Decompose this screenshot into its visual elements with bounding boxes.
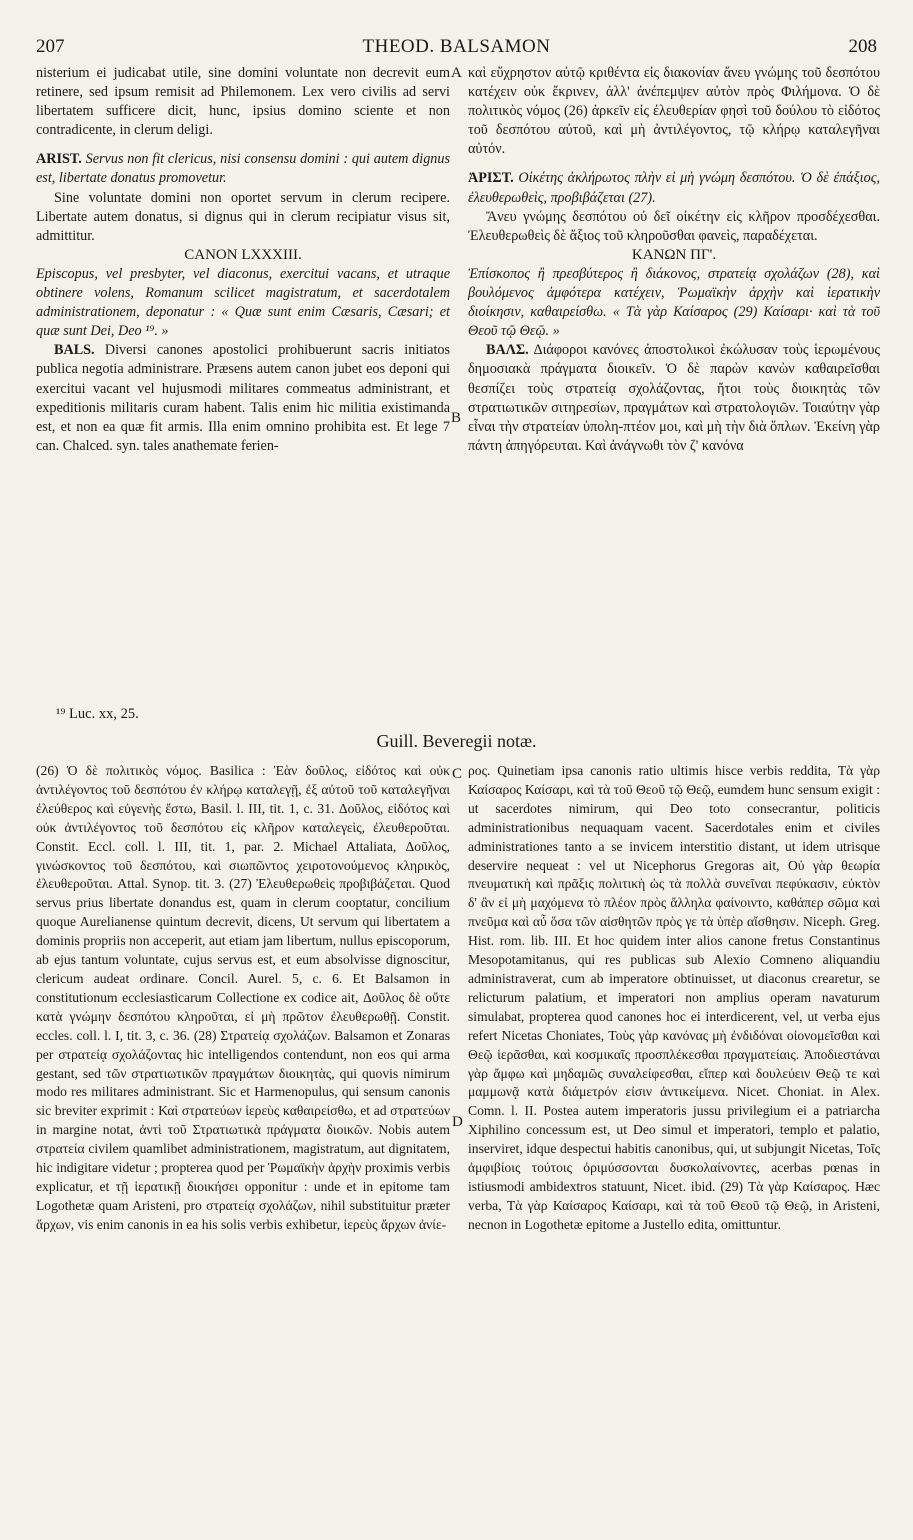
footnote: ¹⁹ Luc. xx, 25. [56, 706, 139, 722]
latin-canon-text: Episcopus, vel presbyter, vel diaconus, exercitui vacans, et utraque obtinere volens, Romanum scilicet magistratum, et sacerdotalem administrationem, deponatur : « Quæ sunt enim Cæsaris, Cæsari; et quæ sunt Dei, Deo ¹⁹. » [36, 265, 450, 340]
greek-paragraph-2: Ἄνευ γνώμης δεσπότου οὐ δεῖ οἰκέτην εἰς κλῆρον προσδέχεσθαι. Ἐλευθερωθεὶς δὲ ἄξιος τοῦ κληροῦσθαι φανεὶς, παραδέχεται. [468, 208, 880, 244]
page-number-right: 208 [848, 36, 877, 57]
page-number-left: 207 [36, 36, 65, 57]
notes-left-column: (26) Ὁ δὲ πολιτικὸς νόμος. Basilica : Ἐὰν δοῦλος, εἰδότος καὶ οὐκ ἀντιλέγοντος τοῦ δεσπότου ἐν κλήρῳ καταλεγῇ, ἐξ αὐτοῦ τοῦ καταλεγῆναι ἐλεύθερος καὶ εὐγενὴς ἔστω, Basil. l. III, tit. 1, c. 31. Δοῦλος, εἰδότος καὶ οὐκ ἀντιλέγοντος τοῦ δεσπότου εἰς κλῆρον καταλεγεὶς, ἐλευθεροῦται. Constit. Eccl. coll. l. III, tit. 1, par. 2. Michael Attaliata, Δοῦλος, γινώσκοντος τοῦ δεσπότου, καὶ σιωπῶντος χειροτονούμενος κληρικὸς, ἐλευθεροῦται. Attal. Synop. tit. 3. (27) Ἐλευθερωθεὶς προβιβάζεται. Quod servus prius libertate donandus est, quam in clerum cooptatur, concilium quoque Aurelianense quintum decrevit, dicens, Ut servum qui libertatem a dominis propriis non acceperit, aut etiam jam libertum, nullus episcoporum, ab ejus tantum voluntate, cujus servus est, et eum absolvisse dignoscitur, clericum audeat ordinare. Concil. Aurel. 5, c. 6. Et Balsamon in constitutionum ecclesiasticarum Collectione ex codice ait, Δοῦλος δὲ οὔτε κατὰ γνώμην δεσπότου κληροῦται, εἰ μὴ πρῶτον ἐλευθερωθῇ. Constit. eccles. coll. l. I, tit. 3, c. 36. (28) Στρατείᾳ σχολάζων. Balsamon et Zonaras per στρατείᾳ σχολάζοντας hic intelligendos contendunt, non eos qui arma gestant, sed τῶν στρατιωτικῶν πραγμάτων διοικητὰς, qui quovis nimirum modo res militares administrant. Sic et Harmenopulus, qui sensum canonis sic breviter exprimit : Καὶ στρατεύων ἱερεὺς καθαιρείσθω, et ad στρατεύων in margine notat, ἀντὶ τοῦ Στρατιωτικὰ πράγματα διοικῶν. Nobis autem στρατεία civilem quamlibet administrationem, magistratum, aut dignitatem, hic indigitare videtur ; propterea quod per Ῥωμαϊκὴν ἀρχὴν proximis verbis explicatur, et τῇ ἱερατικῇ διοικήσει opponitur : unde et in epitome tam Logothetæ quam Aristeni, pro στρατείᾳ σχολάζων, nihil substituitur præter ἄρχων, vis enim canonis in ea his solis verbis exhibetur, ἱερεὺς ἄρχων ἀνίε- [36, 763, 450, 1232]
latin-balsamon-text: Diversi canones apostolici prohibuerunt sacris initiatos publica negotia administrare. Præsens autem canon jubet eos deponi qui exercitui vacant vel hujusmodi militares commeatus administrant, et expeditionis militaris curam habent. Talis enim hic militia existimanda est, et non ea quæ fit armis. Illa enim omnino prohibita est. Et lege 7 can. Chalced. syn. tales anathemate ferien- [36, 342, 450, 454]
notes-heading: Guill. Beveregii notæ. [376, 731, 537, 751]
margin-marker-a: A [451, 65, 462, 81]
margin-marker-c: C [452, 766, 463, 782]
latin-aristenus [36, 150, 450, 188]
greek-balsamon-text: Διάφοροι κανόνες ἀποστολικοὶ ἐκώλυσαν τοὺς ἱερωμένους δημοσιακὰ πράγματα διοικεῖν. Ὁ δὲ παρὼν κανὼν καθαιρεῖσθαι θεσπίζει τοὺς στρατείᾳ σχολάζοντας, ἤτοι τοὺς διοικητὰς τῶν στρατιωτικῶν σιτηρεσίων, πραγμάτων καὶ στρατολογιῶν. Τοιαύτην γὰρ εἶναι τὴν στρατείαν ὑπολη-πτέον μοι, καὶ μὴ τὴν διὰ ὅπλων. Ἐκείνη γὰρ πάντη ἀπηγόρευται. Καὶ ἀνάγνωθι τὸν ζ' κανόνα [468, 342, 880, 454]
margin-marker-b: B [451, 410, 462, 426]
greek-aristenus-head: ἈΡΙΣΤ. [468, 170, 514, 187]
latin-column [36, 64, 450, 456]
greek-aristenus-text: Οἰκέτης ἀκλήρωτος πλὴν εἰ μὴ γνώμη δεσπότου. Ὁ δὲ ἐπάξιος, ἐλευθερωθεὶς, προβιβάζεται (27). [468, 170, 881, 206]
latin-balsamon-head: BALS. [54, 342, 95, 359]
latin-canon-heading: CANON LXXXIII. [184, 246, 302, 263]
greek-canon-text: Ἐπίσκοπος ἢ πρεσβύτερος ἢ διάκονος, στρατείᾳ σχολάζων (28), καὶ βουλόμενος ἀμφότερα κατέχειν, Ῥωμαϊκὴν ἀρχὴν καὶ ἱερατικὴν διοίκησιν, καθαιρείσθω. « Τὰ γὰρ Καίσαρος (29) Καίσαρι· καὶ τὰ τοῦ Θεοῦ τῷ Θεῷ. » [468, 265, 880, 340]
greek-canon-heading: ΚΑΝΩΝ ΠΓ'. [631, 246, 717, 263]
notes-right-column: ρος. Quinetiam ipsa canonis ratio ultimis hisce verbis reddita, Τὰ γὰρ Καίσαρος Καίσαρι, καὶ τὰ τοῦ Θεοῦ τῷ Θεῷ, eumdem hunc sensum exigit : ut sacerdotes nimirum, qui Deo toto consecrantur, politicis administrationibus nequaquam vacent. Sacerdotales enim et civiles administrationes tanto a se invicem interstitio distant, ut idem utrisque deservire nequeat : vel ut Nicephorus Gregoras ait, Οὐ γὰρ θεωρία πνευματικὴ καὶ πρᾶξις πολιτικὴ ὡς τὰ πολλὰ συνεῖναι πεφύκασιν, εὐκτὸν δ' ἂν εἰ μὴ μαχόμενα τὸ πλέον πρὸς ἄλληλα φαίνοιντο, καθάπερ σῶμα καὶ πνεῦμα καὶ αὖ ὅσα τῶν αἰσθητῶν πρὸς γε τὰ ὑπὲρ αἴσθησιν. Niceph. Greg. Hist. rom. lib. III. Et hoc quidem inter alios canone fretus Constantinus Mesopotamitanus, qui res publicas sub Alexio Comneno aliquandiu administraverat, cum ab imperatore obtinuisset, ut diaconus crearetur, se relicturum palatium, et imperatori non amplius operam navaturum simulabat, propterea quod canones hoc ei interdicerent, vel, ut verba ejus refert Nicetas Choniates, Τοὺς γὰρ κανόνας μὴ ἐνδιδόναι οἰονομεῖσθαι καὶ Θεῷ ἱερᾶσθαι, καὶ κοσμικαῖς προσπλέκεσθαι πραγματείαις. Ἀποδιεστάναι γὰρ ἄμφω καὶ μηδαμῶς συναλείφεσθαι, εἴπερ καὶ δουλεύειν Θεῷ τε καὶ μαμμωνᾷ κατὰ διάμετρόν εἰσιν ἀντικείμενα. Nicet. Choniat. in Alex. Comn. l. II. Postea autem imperatoris jussu privilegium ei a patriarcha Xiphilino concessum est, ut Deo simul et imperatori, templo et palatio, inserviret, idque despectui habitis canonibus, qui, ut subjungit Nicetas, Τοῖς ἀμφιβίοις τούτοις ὀριμύσσονται δυσκολαίνοντες, acerbas pœnas in istiusmodi ambidextros statuunt, Nicet. ibid. (29) Τὰ γὰρ Καίσαρος. Hæc verba, Τὰ γὰρ Καίσαρος Καίσαρι, καὶ τὰ τοῦ Θεοῦ τῷ Θεῷ, in Aristeni, necnon in Logothetæ epitome a Justello edita, omittuntur. [468, 763, 880, 1232]
latin-paragraph-2: Sine voluntate domini non oportet servum in clerum recipere. Libertate autem donatus, si dignus qui in clerum recipiatur visus sit, admittitur. [36, 189, 450, 244]
greek-paragraph-1: καὶ εὔχρηστον αὐτῷ κριθέντα εἰς διακονίαν ἄνευ γνώμης τοῦ δεσπότου κατέχειν οὐκ ἔκρινεν, ἀλλ' ἀνέπεμψεν αὐτὸν πρὸς Φιλήμονα. Ὁ δὲ πολιτικὸς νόμος (26) ἀρκεῖν εἰς ἐλευθερίαν φησὶ τοῦ δούλου τὸ εἰδότος τοῦ δεσπότου αὐτοῦ, καὶ μὴ ἀντιλέγοντος, τῷ κλήρῳ καταλεγῆναι αὐτόν. [468, 65, 880, 158]
greek-aristenus [468, 169, 880, 207]
latin-paragraph-1: nisterium ei judicabat utile, sine domini voluntate non decrevit eum retinere, sed ipsum remisit ad Philemonem. Lex vero civilis ad servi libertatem sufficere dicit, hunc, ipsius domino sciente et non contradicente, in clerum deligi. [36, 65, 450, 139]
latin-aristenus-head: ARIST. [36, 151, 82, 168]
greek-column [468, 64, 880, 456]
greek-balsamon-head: ΒΑΛΣ. [486, 342, 529, 359]
running-title: THEOD. BALSAMON [362, 36, 551, 57]
greek-balsamon [468, 341, 880, 456]
running-header [36, 36, 877, 62]
latin-aristenus-text: Servus non fit clericus, nisi consensu domini : qui autem dignus est, libertate donatus promovetur. [36, 151, 450, 187]
margin-marker-d: D [452, 1114, 463, 1130]
latin-balsamon [36, 341, 450, 456]
